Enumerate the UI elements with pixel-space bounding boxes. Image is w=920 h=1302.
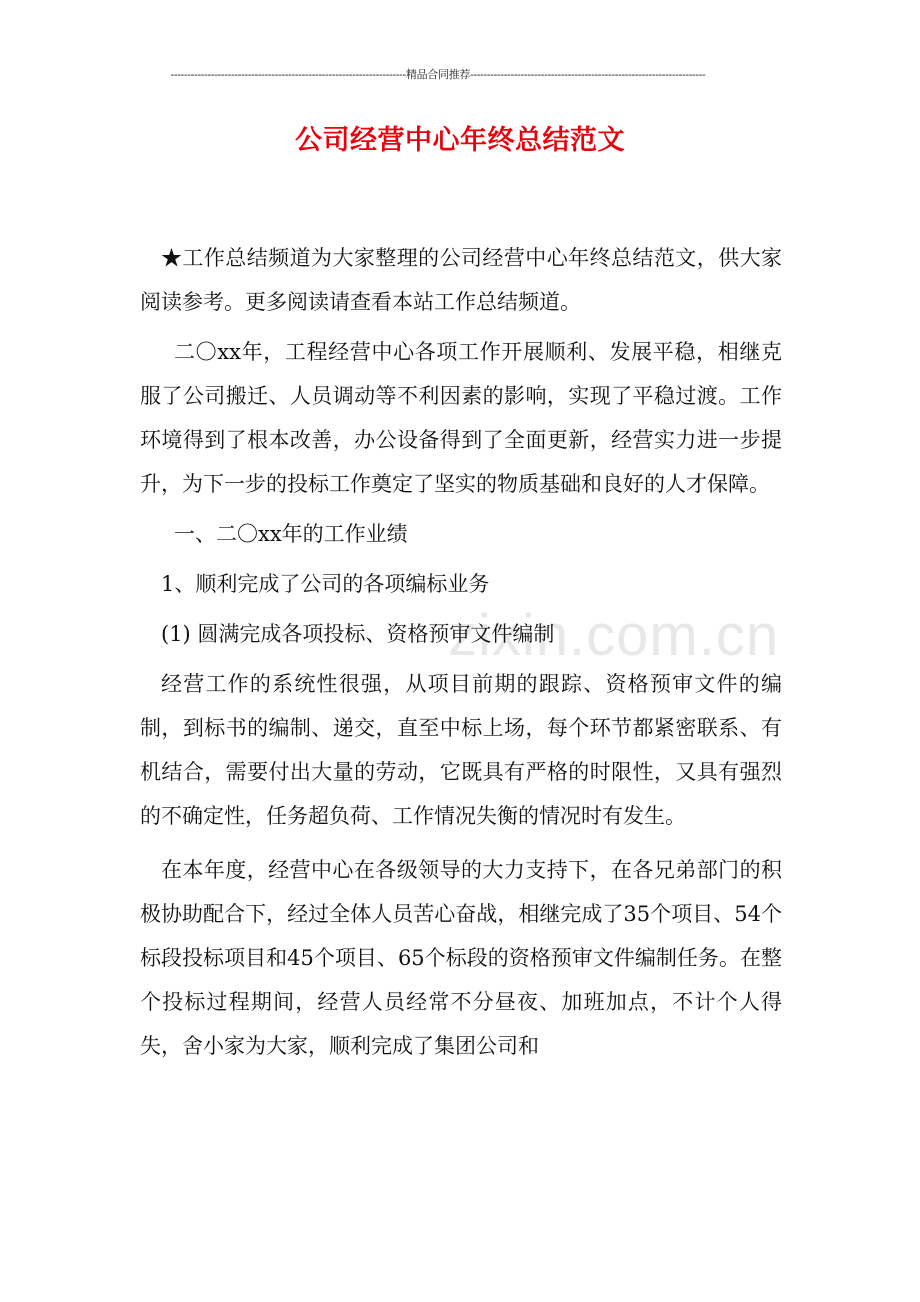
watermark: zixin.com.cn [448, 603, 780, 668]
header-dashes-left: ---------------------------------------------------------------------- [170, 69, 406, 81]
header-label: 精品合同推荐 [405, 69, 471, 81]
body-paragraph: 二〇xx年，工程经营中心各项工作开展顺利、发展平稳，相继克服了公司搬迁、人员调动等不利因素的影响，实现了平稳过渡。工作环境得到了根本改善，办公设备得到了全面更新，经营实力进一步提升，为下一步的投标工作奠定了坚实的物质基础和良好的人才保障。 [140, 340, 782, 496]
intro-paragraph: ★工作总结频道为大家整理的公司经营中心年终总结范文，供大家阅读参考。更多阅读请查看本站工作总结频道。 [140, 246, 782, 314]
body-paragraph: 在本年度，经营中心在各级领导的大力支持下，在各兄弟部门的积极协助配合下，经过全体人员苦心奋战，相继完成了35个项目、54个标段投标项目和45个项目、65个标段的资格预审文件编制任务。在整个投标过程期间，经营人员经常不分昼夜、加班加点，不计个人得失，舍小家为大家，顺利完成了集团公司和 [140, 858, 782, 1058]
header-dashes-right: ---------------------------------------------------------------------- [470, 69, 706, 81]
document-title: 公司经营中心年终总结范文 [295, 125, 625, 156]
subsection-heading: 1、顺利完成了公司的各项编标业务 [161, 572, 490, 596]
page-header [140, 68, 736, 82]
section-heading: 一、二〇xx年的工作业绩 [174, 522, 408, 546]
document-body [140, 236, 782, 1068]
body-paragraph: 经营工作的系统性很强，从项目前期的跟踪、资格预审文件的编制，到标书的编制、递交，直至中标上场，每个环节都紧密联系、有机结合，需要付出大量的劳动，它既具有严格的时限性，又具有强烈的不确定性，任务超负荷、工作情况失衡的情况时有发生。 [140, 672, 782, 828]
subsection-heading: (1) 圆满完成各项投标、资格预审文件编制 [161, 622, 555, 646]
